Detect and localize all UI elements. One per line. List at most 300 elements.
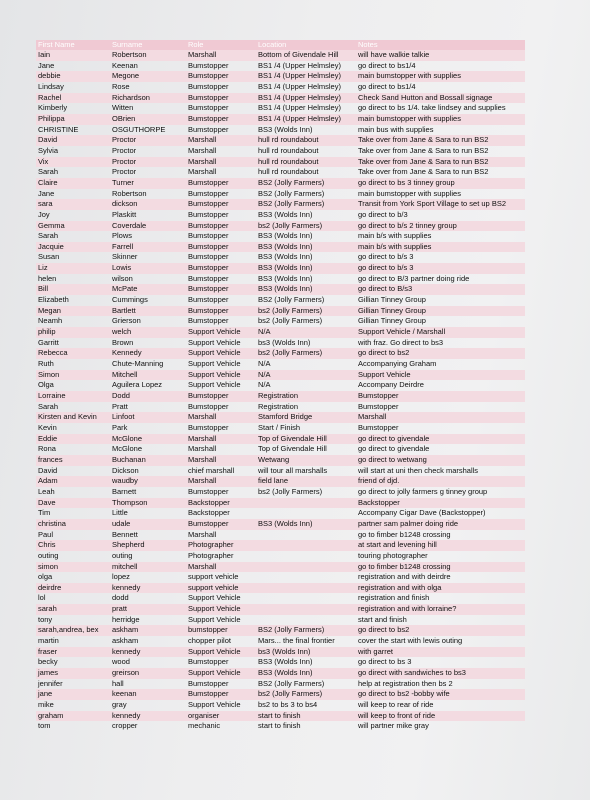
cell-location: BS3 (Wolds Inn) [258,231,313,241]
cell-role: Bumstopper [188,231,229,241]
cell-notes: partner sam palmer doing ride [356,519,525,530]
cell-role: Photographer [188,550,234,560]
cell-first-name: tony [38,614,53,624]
cell-surname: wood [112,657,130,667]
cell-first-name: philip [36,327,110,338]
table-row [36,306,525,317]
cell-location: BS3 (Wolds Inn) [258,209,313,219]
cell-notes: go direct to bs 1/4. take lindsey and supplies [358,103,506,113]
cell-notes: Transit from York Sport Village to set up BS2 [356,199,525,210]
cell-first-name: Liz [36,263,110,274]
cell-notes: will keep to front of ride [356,711,525,722]
table-row [36,210,525,221]
cell-notes: Accompanying Graham [358,359,437,369]
cell-notes: registration and with deirdre [358,572,451,582]
cell-notes: start and finish [358,614,407,624]
cell-surname: Proctor [110,135,186,146]
cell-surname: dodd [112,593,129,603]
cell-location: will tour all marshalls [258,465,328,475]
cell-location: BS2 (Jolly Farmers) [258,295,325,305]
cell-surname: Richardson [110,93,186,104]
cell-notes: go direct to b/3 [358,209,408,219]
table-row [36,572,525,583]
cell-location: hull rd roundabout [258,145,319,155]
cell-location: Registration [256,391,356,402]
cell-location: Top of Givendale Hill [256,434,356,445]
cell-first-name: Neamh [38,316,63,326]
cell-first-name: becky [38,657,58,667]
table-row [36,647,525,658]
cell-location: BS2 (Jolly Farmers) [258,678,325,688]
table-row [36,476,525,487]
cell-location [256,540,356,551]
table-row [36,221,525,232]
cell-role: Bumstopper [186,689,256,700]
cell-surname: kennedy [110,647,186,658]
cell-surname: Bartlett [110,306,186,317]
table-row [36,434,525,445]
cell-notes: go direct to bs 3 [358,657,412,667]
cell-notes: go direct to b/s 2 tinney group [356,221,525,232]
cell-location: hull rd roundabout [256,157,356,168]
cell-surname: Proctor [112,145,137,155]
table-row [36,146,525,157]
header-surname: Surname [110,40,186,50]
cell-first-name: Sarah [38,401,59,411]
cell-surname: mitchell [110,562,186,573]
table-row [36,721,525,732]
cell-role: Bumstopper [188,124,229,134]
volunteer-roster-table [36,40,525,732]
table-row [36,498,525,509]
cell-first-name: Ruth [38,359,54,369]
cell-location [256,498,356,509]
cell-surname: Witten [112,103,134,113]
table-row [36,178,525,189]
cell-surname: Chute-Manning [112,359,164,369]
cell-role: Support Vehicle [186,370,256,381]
table-row [36,412,525,423]
cell-first-name: sarah [36,604,110,615]
cell-location [256,593,356,604]
cell-notes: main bumstopper with supplies [356,71,525,82]
cell-first-name: sarah,andrea, bex [36,625,110,636]
table-row [36,114,525,125]
table-row [36,604,525,615]
table-row [36,252,525,263]
cell-role: Support Vehicle [188,380,241,390]
cell-surname: Coverdale [110,221,186,232]
table-row [36,231,525,242]
cell-first-name: Philippa [36,114,110,125]
cell-role: Support Vehicle [186,647,256,658]
cell-notes: go direct to givendale [356,434,525,445]
cell-surname: Dodd [110,391,186,402]
cell-role: Marshall [188,145,217,155]
table-body [36,50,525,732]
table-row [36,625,525,636]
cell-role: Bumstopper [186,263,256,274]
cell-surname: welch [110,327,186,338]
cell-location: BS3 (Wolds Inn) [256,284,356,295]
cell-notes: Bumstopper [356,391,525,402]
cell-role: Support Vehicle [186,604,256,615]
cell-role: Bumstopper [188,657,229,667]
cell-notes: help at registration then bs 2 [358,678,453,688]
table-row [36,327,525,338]
cell-notes: Take over from Jane & Sara to run BS2 [358,145,489,155]
table-row [36,93,525,104]
cell-notes: go direct to bs2 [356,625,525,636]
table-row [36,444,525,455]
cell-notes: go direct with sandwiches to bs3 [356,668,525,679]
table-row [36,679,525,690]
cell-first-name: Adam [36,476,110,487]
cell-notes: registration and finish [358,593,430,603]
cell-notes: Take over from Jane & Sara to run BS2 [358,167,489,177]
cell-notes: Bumstopper [358,422,399,432]
table-row [36,50,525,61]
table-row [36,540,525,551]
cell-location [256,583,356,594]
cell-location: BS1 /4 (Upper Helmsley) [258,103,341,113]
cell-location: N/A [258,380,271,390]
cell-notes: Gillian Tinney Group [358,316,426,326]
cell-notes: will partner mike gray [358,721,429,731]
cell-notes: main b/s with supplies [356,242,525,253]
cell-location: start to finish [256,711,356,722]
cell-surname: OBrien [110,114,186,125]
cell-location: BS3 (Wolds Inn) [258,657,313,667]
cell-first-name: Jane [38,60,55,70]
cell-role: Marshall [188,444,217,454]
cell-surname: Keenan [112,60,138,70]
cell-first-name: frances [36,455,110,466]
cell-first-name: outing [38,550,59,560]
cell-surname: Plows [112,231,133,241]
cell-location: BS1 /4 (Upper Helmsley) [256,71,356,82]
cell-notes: go to fimber b1248 crossing [358,529,451,539]
cell-role: Support Vehicle [188,337,241,347]
cell-role: Marshall [186,157,256,168]
cell-role: Support Vehicle [188,614,241,624]
cell-first-name: lol [38,593,46,603]
cell-first-name: simon [36,562,110,573]
cell-role: Marshall [186,455,256,466]
cell-location: bs3 (Wolds Inn) [258,337,311,347]
cell-first-name: Rebecca [36,348,110,359]
table-row [36,284,525,295]
cell-location: bs2 (Jolly Farmers) [256,221,356,232]
table-row [36,125,525,136]
cell-first-name: CHRISTINE [38,124,79,134]
table-row [36,370,525,381]
cell-surname: Little [112,508,128,518]
cell-first-name: debbie [36,71,110,82]
cell-surname: Mitchell [110,370,186,381]
cell-first-name: Lorraine [36,391,110,402]
cell-surname: Pratt [112,401,128,411]
cell-role: chopper pilot [188,636,231,646]
cell-first-name: mike [38,700,54,710]
cell-location: BS3 (Wolds Inn) [258,273,313,283]
cell-first-name: Kirsten and Kevin [36,412,110,423]
cell-notes: will start at uni then check marshalls [358,465,479,475]
cell-location: bs3 (Wolds Inn) [256,647,356,658]
cell-role: Marshall [188,167,217,177]
cell-role: Bumstopper [186,242,256,253]
cell-notes: Take over from Jane & Sara to run BS2 [356,135,525,146]
cell-notes: go direct to bs1/4 [358,81,416,91]
cell-notes: will have walkie talkie [356,50,525,61]
cell-location: Wetwang [256,455,356,466]
table-row [36,316,525,327]
cell-role: Marshall [186,50,256,61]
cell-notes: go direct to bs1/4 [358,60,416,70]
cell-location: BS2 (Jolly Farmers) [256,625,356,636]
cell-first-name: olga [38,572,53,582]
cell-first-name: Kevin [38,422,57,432]
cell-surname: Turner [110,178,186,189]
cell-surname: McPate [110,284,186,295]
table-row [36,338,525,349]
cell-role: Marshall [186,135,256,146]
cell-role: Support Vehicle [188,700,241,710]
cell-role: Bumstopper [188,103,229,113]
table-row [36,242,525,253]
cell-role: mechanic [188,721,221,731]
table-row [36,583,525,594]
cell-surname: Rose [112,81,130,91]
table-row [36,61,525,72]
cell-role: Bumstopper [188,295,229,305]
cell-role: Bumstopper [186,178,256,189]
cell-role: Support Vehicle [186,668,256,679]
cell-notes: go direct to b/s 3 [356,263,525,274]
cell-role: Support Vehicle [188,359,241,369]
cell-location: BS1 /4 (Upper Helmsley) [256,114,356,125]
cell-role: Bumstopper [188,401,229,411]
cell-surname: Linfoot [110,412,186,423]
cell-notes: with fraz. Go direct to bs3 [358,337,444,347]
cell-location: start to finish [258,721,301,731]
cell-role: Photographer [186,540,256,551]
cell-notes: Check Sand Hutton and Bossall signage [356,93,525,104]
cell-location: field lane [256,476,356,487]
cell-role: Bumstopper [188,486,229,496]
cell-notes: Backstopper [356,498,525,509]
cell-notes: Bumstopper [358,401,399,411]
cell-role: Backstopper [186,498,256,509]
cell-role: Bumstopper [186,284,256,295]
table-row [36,551,525,562]
cell-location [256,562,356,573]
cell-location: BS3 (Wolds Inn) [256,519,356,530]
table-row [36,508,525,519]
cell-notes: go direct to B/s3 [356,284,525,295]
cell-surname: Grierson [112,316,141,326]
cell-first-name: Megan [36,306,110,317]
cell-surname: gray [112,700,127,710]
cell-surname: Cummings [112,295,148,305]
cell-first-name: Eddie [36,434,110,445]
cell-notes: main bumstopper with supplies [358,188,461,198]
header-first-name: First Name [36,40,110,50]
cell-surname: Shepherd [110,540,186,551]
cell-location: BS3 (Wolds Inn) [256,668,356,679]
cell-first-name: Vix [36,157,110,168]
cell-first-name: jennifer [38,678,63,688]
table-row [36,359,525,370]
header-location: Location [256,40,356,50]
cell-surname: Dickson [112,465,139,475]
cell-notes: main bumstopper with supplies [356,114,525,125]
cell-role: support vehicle [186,583,256,594]
cell-first-name: Tim [38,508,51,518]
cell-role: Bumstopper [186,71,256,82]
cell-notes: go direct to givendale [358,444,430,454]
cell-first-name: Jane [38,188,55,198]
table-row [36,700,525,711]
cell-role: Bumstopper [186,391,256,402]
cell-role: Bumstopper [186,221,256,232]
cell-role: Marshall [186,412,256,423]
cell-notes: Accompany Cigar Dave (Backstopper) [358,508,486,518]
cell-role: organiser [186,711,256,722]
cell-first-name: Lindsay [38,81,64,91]
cell-first-name: Iain [36,50,110,61]
cell-location: bs2 to bs 3 to bs4 [258,700,318,710]
cell-location [256,551,356,562]
cell-notes: with garret [356,647,525,658]
cell-role: chief marshall [188,465,235,475]
cell-location: hull rd roundabout [258,167,319,177]
cell-location [256,508,356,519]
cell-surname: Buchanan [110,455,186,466]
cell-notes: touring photographer [358,550,428,560]
cell-role: Marshall [188,529,217,539]
table-row [36,530,525,541]
cell-notes: will keep to rear of ride [358,700,434,710]
cell-surname: dickson [110,199,186,210]
cell-first-name: martin [38,636,59,646]
cell-location: BS3 (Wolds Inn) [256,263,356,274]
cell-location: Bottom of Givendale Hill [256,50,356,61]
cell-location: bs2 (Jolly Farmers) [256,348,356,359]
cell-first-name: David [38,465,58,475]
cell-first-name: Rachel [36,93,110,104]
cell-first-name: christina [36,519,110,530]
cell-first-name: Jacquie [36,242,110,253]
cell-location: BS1 /4 (Upper Helmsley) [258,60,341,70]
cell-location: N/A [256,370,356,381]
cell-location: N/A [256,327,356,338]
cell-surname: Thompson [110,498,186,509]
table-row [36,711,525,722]
cell-role: Bumstopper [188,422,229,432]
cell-location: BS3 (Wolds Inn) [256,242,356,253]
cell-surname: Skinner [112,252,138,262]
cell-role: Bumstopper [188,188,229,198]
cell-notes: cover the start with lewis outing [358,636,463,646]
cell-notes: at start and levening hill [356,540,525,551]
cell-location: bs2 (Jolly Farmers) [258,316,323,326]
cell-location [256,615,356,626]
cell-first-name: Garritt [38,337,59,347]
cell-notes: main bus with supplies [358,124,434,134]
cell-role: Bumstopper [188,316,229,326]
cell-location: Registration [258,401,299,411]
cell-notes: Gillian Tinney Group [358,295,426,305]
cell-notes: go direct to bs2 -bobby wife [356,689,525,700]
cell-notes: registration and with olga [356,583,525,594]
cell-surname: wilson [112,273,133,283]
cell-notes: Take over from Jane & Sara to run BS2 [356,157,525,168]
cell-first-name: Chris [36,540,110,551]
table-row [36,455,525,466]
cell-surname: Kennedy [110,348,186,359]
cell-location: Start / Finish [258,422,301,432]
cell-location [256,530,356,541]
table-row [36,402,525,413]
cell-location: Top of Givendale Hill [258,444,327,454]
table-header [36,40,525,50]
cell-surname: pratt [110,604,186,615]
cell-surname: OSGUTHORPE [112,124,166,134]
cell-location: Mars... the final frontier [258,636,335,646]
cell-surname: askham [110,625,186,636]
cell-role: Bumstopper [188,209,229,219]
cell-surname: udale [110,519,186,530]
cell-first-name: james [36,668,110,679]
cell-notes: go direct to bs 3 tinney group [356,178,525,189]
cell-role: Support Vehicle [188,593,241,603]
cell-location: Stamford Bridge [256,412,356,423]
table-row [36,295,525,306]
table-row [36,562,525,573]
cell-role: Support Vehicle [186,327,256,338]
cell-surname: Robertson [112,188,147,198]
cell-first-name: Dave [36,498,110,509]
cell-role: Marshall [186,476,256,487]
cell-notes: go direct to B/3 partner doing ride [358,273,470,283]
cell-surname: waudby [110,476,186,487]
cell-first-name: David [36,135,110,146]
cell-location [256,572,356,583]
cell-location: bs2 (Jolly Farmers) [258,486,323,496]
header-role: Role [186,40,256,50]
table-row [36,135,525,146]
table-row [36,380,525,391]
cell-location: BS2 (Jolly Farmers) [256,199,356,210]
cell-surname: kennedy [110,711,186,722]
cell-notes: Support Vehicle [356,370,525,381]
table-row [36,466,525,477]
table-row [36,348,525,359]
header-notes: Notes [356,40,525,50]
table-row [36,657,525,668]
cell-surname: keenan [110,689,186,700]
cell-surname: cropper [112,721,138,731]
cell-role: support vehicle [188,572,239,582]
table-row [36,519,525,530]
cell-notes: go direct to bs2 [356,348,525,359]
cell-first-name: Rona [38,444,56,454]
cell-first-name: Sarah [38,167,59,177]
table-row [36,71,525,82]
header-row [36,40,525,50]
cell-notes: Support Vehicle / Marshall [356,327,525,338]
